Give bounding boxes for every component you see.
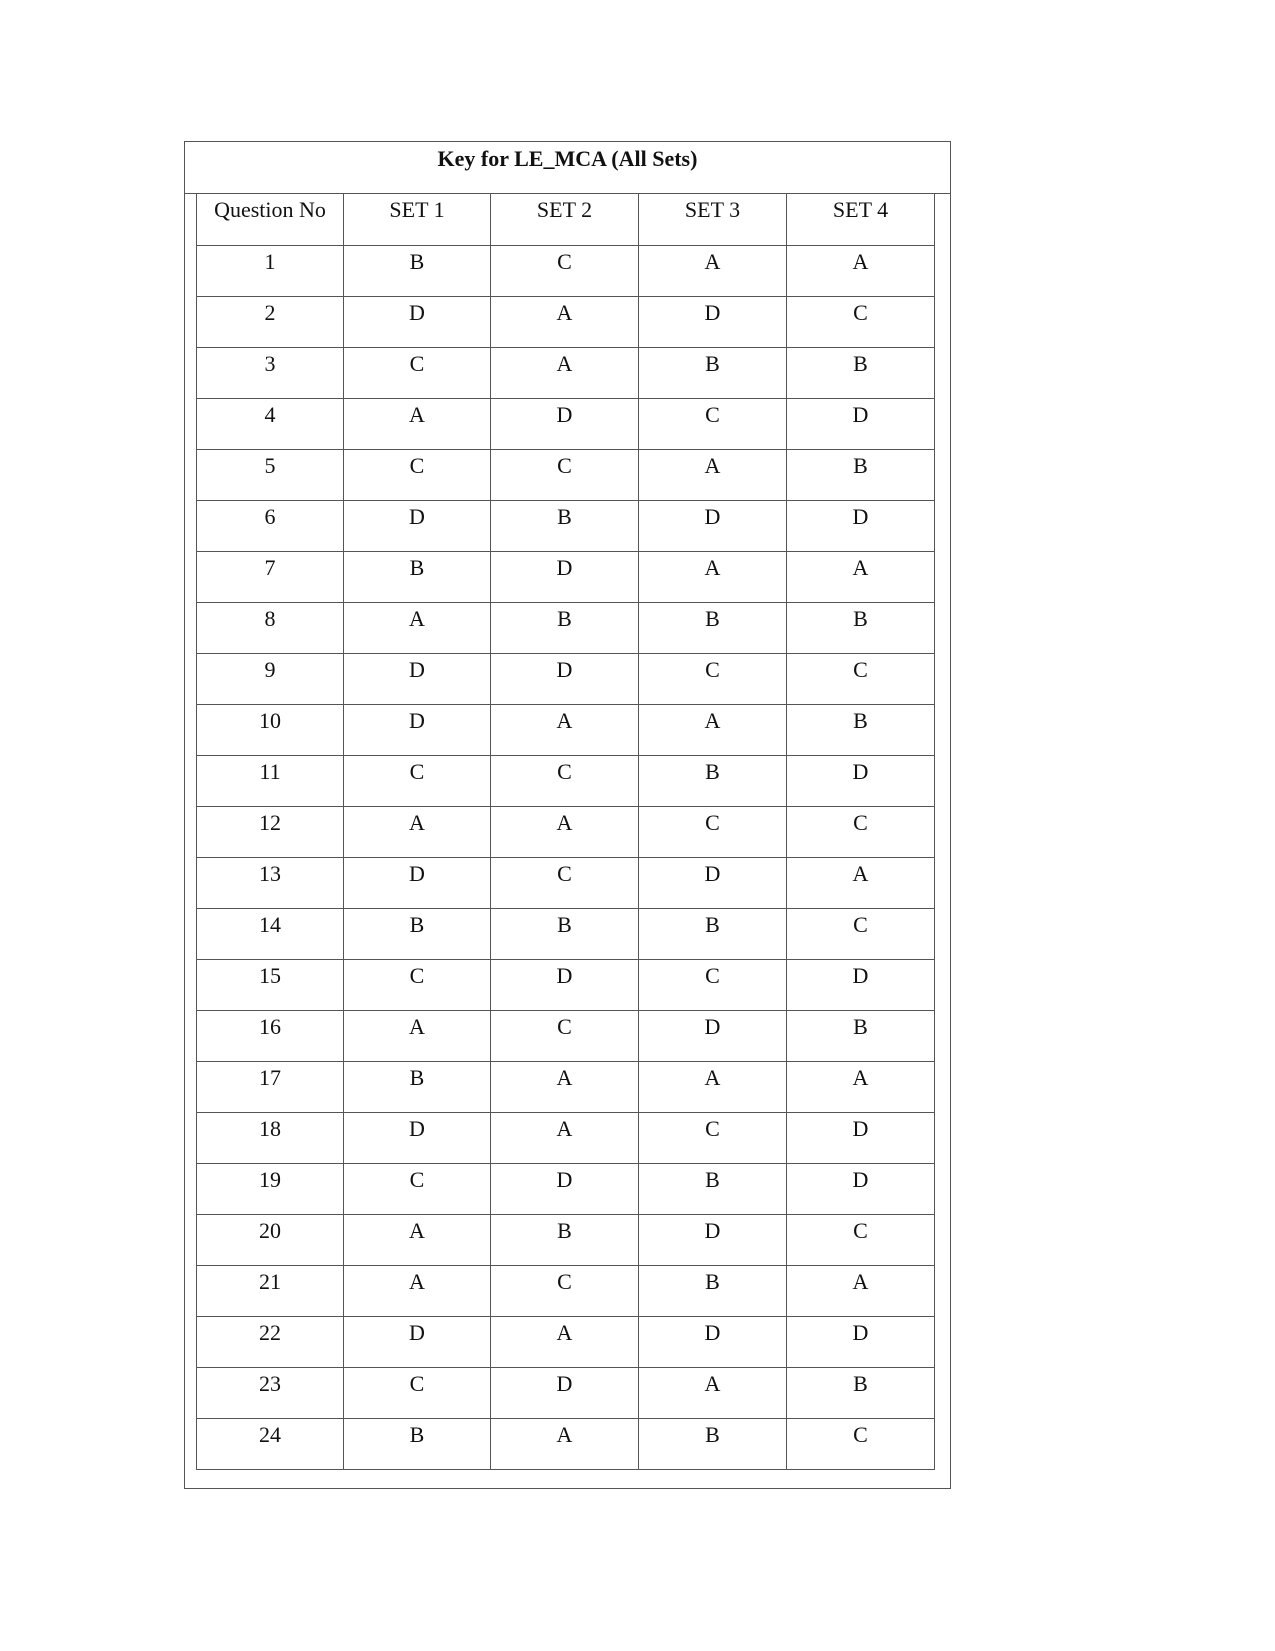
set-2-cell: A bbox=[491, 1316, 639, 1367]
set-4-cell: A bbox=[787, 551, 935, 602]
set-2-cell: D bbox=[491, 1367, 639, 1418]
set-4-cell: D bbox=[787, 1163, 935, 1214]
set-4-cell: C bbox=[787, 1214, 935, 1265]
question-no-cell: 12 bbox=[197, 806, 344, 857]
set-4-cell: A bbox=[787, 245, 935, 296]
set-1-cell: D bbox=[344, 857, 491, 908]
set-1-cell: D bbox=[344, 1112, 491, 1163]
table-row bbox=[197, 755, 935, 806]
set-3-cell: D bbox=[639, 296, 787, 347]
set-2-cell: C bbox=[491, 857, 639, 908]
table-row bbox=[197, 704, 935, 755]
set-1-cell: B bbox=[344, 551, 491, 602]
set-1-cell: B bbox=[344, 908, 491, 959]
set-3-cell: B bbox=[639, 602, 787, 653]
set-3-cell: B bbox=[639, 1418, 787, 1469]
set-2-cell: D bbox=[491, 959, 639, 1010]
document-title: Key for LE_MCA (All Sets) bbox=[185, 142, 950, 194]
table-row bbox=[197, 245, 935, 296]
table-row bbox=[197, 1316, 935, 1367]
table-row bbox=[197, 1061, 935, 1112]
set-3-cell: C bbox=[639, 806, 787, 857]
answer-key-body bbox=[197, 245, 935, 1469]
question-no-cell: 10 bbox=[197, 704, 344, 755]
set-2-cell: B bbox=[491, 602, 639, 653]
set-2-cell: C bbox=[491, 1265, 639, 1316]
set-4-cell: B bbox=[787, 347, 935, 398]
question-no-cell: 7 bbox=[197, 551, 344, 602]
set-4-cell: D bbox=[787, 1112, 935, 1163]
set-1-cell: B bbox=[344, 245, 491, 296]
table-row bbox=[197, 806, 935, 857]
set-4-cell: B bbox=[787, 1367, 935, 1418]
question-no-cell: 19 bbox=[197, 1163, 344, 1214]
question-no-cell: 17 bbox=[197, 1061, 344, 1112]
question-no-cell: 22 bbox=[197, 1316, 344, 1367]
set-1-cell: A bbox=[344, 398, 491, 449]
set-3-cell: B bbox=[639, 1163, 787, 1214]
question-no-cell: 3 bbox=[197, 347, 344, 398]
set-4-cell: D bbox=[787, 398, 935, 449]
table-row bbox=[197, 551, 935, 602]
question-no-cell: 5 bbox=[197, 449, 344, 500]
set-3-cell: D bbox=[639, 1316, 787, 1367]
set-1-cell: B bbox=[344, 1061, 491, 1112]
set-3-cell: A bbox=[639, 245, 787, 296]
set-2-cell: A bbox=[491, 806, 639, 857]
set-4-cell: B bbox=[787, 1010, 935, 1061]
set-4-cell: D bbox=[787, 500, 935, 551]
table-row bbox=[197, 653, 935, 704]
set-2-cell: A bbox=[491, 704, 639, 755]
table-row bbox=[197, 449, 935, 500]
question-no-cell: 16 bbox=[197, 1010, 344, 1061]
set-4-cell: C bbox=[787, 1418, 935, 1469]
column-header-set-3: SET 3 bbox=[639, 194, 787, 245]
column-header-set-1: SET 1 bbox=[344, 194, 491, 245]
set-1-cell: A bbox=[344, 602, 491, 653]
question-no-cell: 18 bbox=[197, 1112, 344, 1163]
answer-key-table bbox=[196, 194, 935, 1470]
set-3-cell: D bbox=[639, 500, 787, 551]
set-4-cell: D bbox=[787, 755, 935, 806]
set-1-cell: C bbox=[344, 1367, 491, 1418]
set-4-cell: A bbox=[787, 1265, 935, 1316]
table-header-row bbox=[197, 194, 935, 245]
table-row bbox=[197, 1418, 935, 1469]
column-header-set-4: SET 4 bbox=[787, 194, 935, 245]
table-row bbox=[197, 500, 935, 551]
set-3-cell: A bbox=[639, 704, 787, 755]
set-3-cell: C bbox=[639, 398, 787, 449]
set-4-cell: B bbox=[787, 602, 935, 653]
question-no-cell: 20 bbox=[197, 1214, 344, 1265]
set-2-cell: D bbox=[491, 551, 639, 602]
table-row bbox=[197, 1367, 935, 1418]
set-2-cell: C bbox=[491, 755, 639, 806]
set-3-cell: A bbox=[639, 1367, 787, 1418]
set-1-cell: A bbox=[344, 1214, 491, 1265]
set-4-cell: A bbox=[787, 1061, 935, 1112]
set-1-cell: A bbox=[344, 1010, 491, 1061]
set-1-cell: C bbox=[344, 347, 491, 398]
set-1-cell: A bbox=[344, 1265, 491, 1316]
question-no-cell: 11 bbox=[197, 755, 344, 806]
set-3-cell: A bbox=[639, 1061, 787, 1112]
set-1-cell: C bbox=[344, 755, 491, 806]
set-1-cell: C bbox=[344, 959, 491, 1010]
set-2-cell: B bbox=[491, 500, 639, 551]
table-row bbox=[197, 602, 935, 653]
question-no-cell: 2 bbox=[197, 296, 344, 347]
set-4-cell: C bbox=[787, 908, 935, 959]
set-4-cell: C bbox=[787, 806, 935, 857]
question-no-cell: 4 bbox=[197, 398, 344, 449]
set-2-cell: C bbox=[491, 245, 639, 296]
set-1-cell: A bbox=[344, 806, 491, 857]
table-row bbox=[197, 908, 935, 959]
answer-key-frame bbox=[184, 141, 951, 1489]
question-no-cell: 23 bbox=[197, 1367, 344, 1418]
table-row bbox=[197, 1163, 935, 1214]
set-1-cell: B bbox=[344, 1418, 491, 1469]
set-1-cell: D bbox=[344, 296, 491, 347]
question-no-cell: 1 bbox=[197, 245, 344, 296]
set-2-cell: C bbox=[491, 449, 639, 500]
question-no-cell: 14 bbox=[197, 908, 344, 959]
set-3-cell: D bbox=[639, 857, 787, 908]
question-no-cell: 13 bbox=[197, 857, 344, 908]
set-3-cell: C bbox=[639, 959, 787, 1010]
set-2-cell: A bbox=[491, 347, 639, 398]
set-3-cell: D bbox=[639, 1214, 787, 1265]
set-4-cell: C bbox=[787, 653, 935, 704]
set-1-cell: D bbox=[344, 500, 491, 551]
set-3-cell: A bbox=[639, 551, 787, 602]
set-2-cell: C bbox=[491, 1010, 639, 1061]
set-4-cell: D bbox=[787, 1316, 935, 1367]
set-2-cell: A bbox=[491, 1418, 639, 1469]
set-3-cell: B bbox=[639, 1265, 787, 1316]
set-3-cell: C bbox=[639, 1112, 787, 1163]
column-header-question-no: Question No bbox=[197, 194, 344, 245]
question-no-cell: 8 bbox=[197, 602, 344, 653]
question-no-cell: 21 bbox=[197, 1265, 344, 1316]
set-1-cell: D bbox=[344, 1316, 491, 1367]
column-header-set-2: SET 2 bbox=[491, 194, 639, 245]
set-2-cell: A bbox=[491, 1112, 639, 1163]
set-4-cell: B bbox=[787, 449, 935, 500]
set-2-cell: B bbox=[491, 1214, 639, 1265]
set-3-cell: B bbox=[639, 908, 787, 959]
table-row bbox=[197, 1265, 935, 1316]
set-2-cell: D bbox=[491, 398, 639, 449]
table-row bbox=[197, 398, 935, 449]
table-row bbox=[197, 857, 935, 908]
question-no-cell: 24 bbox=[197, 1418, 344, 1469]
set-3-cell: C bbox=[639, 653, 787, 704]
set-2-cell: B bbox=[491, 908, 639, 959]
table-row bbox=[197, 1112, 935, 1163]
set-2-cell: A bbox=[491, 1061, 639, 1112]
set-1-cell: C bbox=[344, 1163, 491, 1214]
table-row bbox=[197, 347, 935, 398]
set-4-cell: B bbox=[787, 704, 935, 755]
set-4-cell: A bbox=[787, 857, 935, 908]
set-4-cell: C bbox=[787, 296, 935, 347]
set-2-cell: A bbox=[491, 296, 639, 347]
set-3-cell: B bbox=[639, 755, 787, 806]
set-3-cell: A bbox=[639, 449, 787, 500]
set-1-cell: C bbox=[344, 449, 491, 500]
set-1-cell: D bbox=[344, 704, 491, 755]
set-3-cell: B bbox=[639, 347, 787, 398]
table-row bbox=[197, 1010, 935, 1061]
table-row bbox=[197, 296, 935, 347]
set-4-cell: D bbox=[787, 959, 935, 1010]
question-no-cell: 9 bbox=[197, 653, 344, 704]
set-1-cell: D bbox=[344, 653, 491, 704]
set-2-cell: D bbox=[491, 653, 639, 704]
table-row bbox=[197, 1214, 935, 1265]
set-3-cell: D bbox=[639, 1010, 787, 1061]
question-no-cell: 6 bbox=[197, 500, 344, 551]
table-row bbox=[197, 959, 935, 1010]
set-2-cell: D bbox=[491, 1163, 639, 1214]
question-no-cell: 15 bbox=[197, 959, 344, 1010]
